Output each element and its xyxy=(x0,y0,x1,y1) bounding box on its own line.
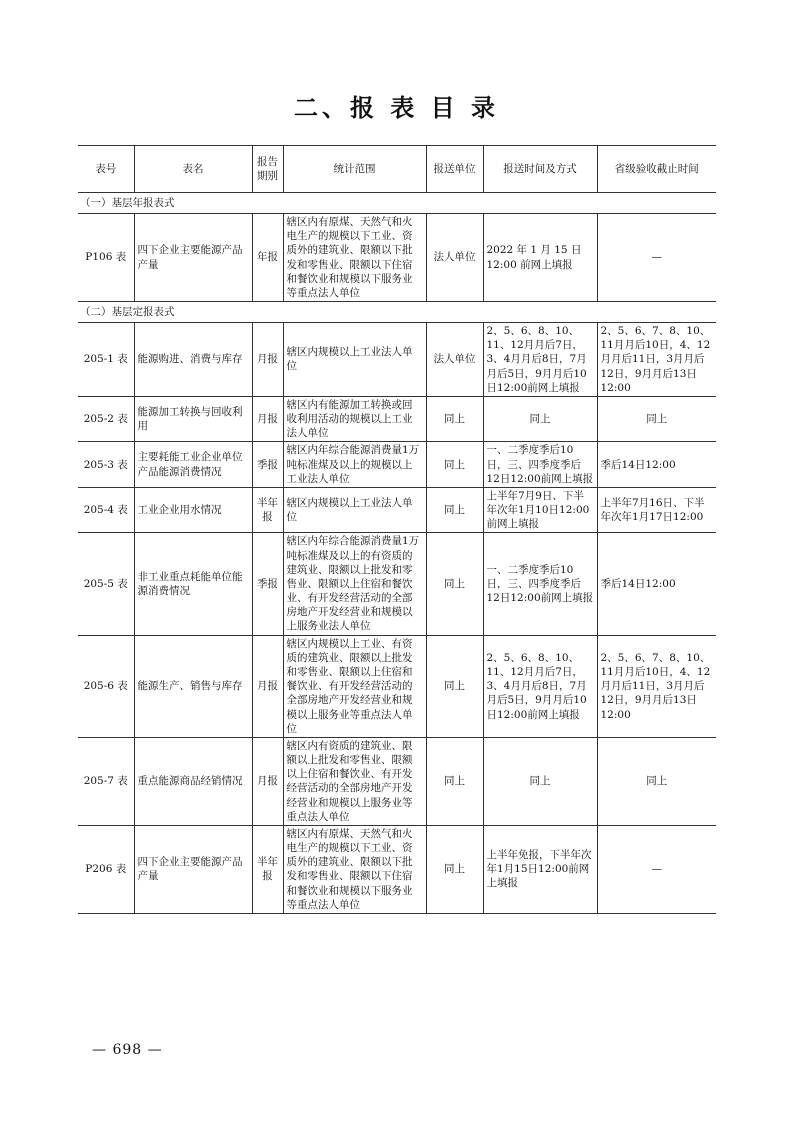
cell-unit: 法人单位 xyxy=(426,214,483,302)
header-code: 表号 xyxy=(78,146,134,193)
cell-deadline: — xyxy=(597,214,716,302)
table-header-row xyxy=(78,146,716,193)
cell-scope: 辖区内规模以上工业法人单位 xyxy=(283,323,426,397)
page-number: — 698 — xyxy=(92,1042,163,1058)
cell-deadline: 同上 xyxy=(597,737,716,825)
cell-time: 一、二季度季后10日，三、四季度季后12日12:00前网上填报 xyxy=(483,533,597,635)
cell-deadline: 2、5、6、7、8、10、11月月后10日，4、12月月后11日，3月月后12日，9月月后13日12:00 xyxy=(597,323,716,397)
cell-period: 年报 xyxy=(252,214,283,302)
cell-code: 205-6 表 xyxy=(78,635,134,737)
cell-deadline: 上半年7月16日、下半年次年1月17日12:00 xyxy=(597,487,716,533)
cell-period: 半年报 xyxy=(252,487,283,533)
section-title: （一）基层年报表式 xyxy=(78,193,716,214)
cell-unit: 同上 xyxy=(426,825,483,913)
section-title: （二）基层定报表式 xyxy=(78,302,716,323)
report-catalog-table xyxy=(78,145,716,914)
cell-deadline: 2、5、6、7、8、10、11月月后10日，4、12月月后11日，3月月后12日，9月月后13日12:00 xyxy=(597,635,716,737)
cell-period: 半年报 xyxy=(252,825,283,913)
cell-scope: 辖区内有能源加工转换或回收利用活动的规模以上工业法人单位 xyxy=(283,396,426,442)
cell-time: 同上 xyxy=(483,396,597,442)
cell-name: 四下企业主要能源产品产量 xyxy=(134,825,252,913)
section-row xyxy=(78,193,716,214)
cell-code: 205-1 表 xyxy=(78,323,134,397)
cell-name: 四下企业主要能源产品产量 xyxy=(134,214,252,302)
cell-code: 205-2 表 xyxy=(78,396,134,442)
cell-name: 能源购进、消费与库存 xyxy=(134,323,252,397)
cell-period: 月报 xyxy=(252,635,283,737)
table-row xyxy=(78,825,716,913)
cell-period: 季报 xyxy=(252,533,283,635)
cell-scope: 辖区内有原煤、天然气和火电生产的规模以下工业、资质外的建筑业、限额以下批发和零售业、限额以下住宿和餐饮业和规模以下服务业等重点法人单位 xyxy=(283,214,426,302)
cell-deadline: 季后14日12:00 xyxy=(597,442,716,488)
cell-code: 205-3 表 xyxy=(78,442,134,488)
header-name: 表名 xyxy=(134,146,252,193)
cell-unit: 法人单位 xyxy=(426,323,483,397)
cell-code: 205-5 表 xyxy=(78,533,134,635)
cell-time: 一、二季度季后10日，三、四季度季后12日12:00前网上填报 xyxy=(483,442,597,488)
header-deadline: 省级验收截止时间 xyxy=(597,146,716,193)
cell-scope: 辖区内规模以上工业、有资质的建筑业、限额以上批发和零售业、限额以上住宿和餐饮业、有开发经营活动的全部房地产开发经营业和规模以上服务业等重点法人单位 xyxy=(283,635,426,737)
cell-time: 同上 xyxy=(483,737,597,825)
cell-period: 季报 xyxy=(252,442,283,488)
header-period: 报告期别 xyxy=(252,146,283,193)
cell-code: 205-7 表 xyxy=(78,737,134,825)
cell-time: 2、5、6、8、10、11、12月月后7日，3、4月月后8日，7月月后5日，9月月后10日12:00前网上填报 xyxy=(483,323,597,397)
cell-name: 能源生产、销售与库存 xyxy=(134,635,252,737)
cell-scope: 辖区内规模以上工业法人单位 xyxy=(283,487,426,533)
cell-period: 月报 xyxy=(252,396,283,442)
table-row xyxy=(78,442,716,488)
cell-code: 205-4 表 xyxy=(78,487,134,533)
cell-deadline: — xyxy=(597,825,716,913)
cell-code: P206 表 xyxy=(78,825,134,913)
cell-deadline: 季后14日12:00 xyxy=(597,533,716,635)
cell-time: 上半年7月9日、下半年次年1月10日12:00前网上填报 xyxy=(483,487,597,533)
cell-time: 2、5、6、8、10、11、12月月后7日，3、4月月后8日，7月月后5日，9月月后10日12:00前网上填报 xyxy=(483,635,597,737)
header-scope: 统计范围 xyxy=(283,146,426,193)
cell-unit: 同上 xyxy=(426,737,483,825)
table-row xyxy=(78,214,716,302)
section-row xyxy=(78,302,716,323)
cell-name: 非工业重点耗能单位能源消费情况 xyxy=(134,533,252,635)
cell-period: 月报 xyxy=(252,737,283,825)
table-row xyxy=(78,737,716,825)
cell-period: 月报 xyxy=(252,323,283,397)
cell-time: 2022 年 1 月 15 日 12:00 前网上填报 xyxy=(483,214,597,302)
cell-unit: 同上 xyxy=(426,396,483,442)
cell-unit: 同上 xyxy=(426,533,483,635)
cell-unit: 同上 xyxy=(426,442,483,488)
cell-scope: 辖区内年综合能源消费量1万吨标准煤及以上的规模以上工业法人单位 xyxy=(283,442,426,488)
table-row xyxy=(78,396,716,442)
cell-scope: 辖区内年综合能源消费量1万吨标准煤及以上的有资质的建筑业、限额以上批发和零售业、限额以上住宿和餐饮业、有开发经营活动的全部房地产开发经营业和规模以上服务业法人单位 xyxy=(283,533,426,635)
cell-unit: 同上 xyxy=(426,635,483,737)
table-row xyxy=(78,323,716,397)
cell-scope: 辖区内有原煤、天然气和火电生产的规模以下工业、资质外的建筑业、限额以下批发和零售业、限额以下住宿和餐饮业和规模以下服务业等重点法人单位 xyxy=(283,825,426,913)
cell-name: 能源加工转换与回收利用 xyxy=(134,396,252,442)
cell-name: 重点能源商品经销情况 xyxy=(134,737,252,825)
table-row xyxy=(78,487,716,533)
page-title: 二、报 表 目 录 xyxy=(293,94,500,122)
cell-name: 工业企业用水情况 xyxy=(134,487,252,533)
header-time: 报送时间及方式 xyxy=(483,146,597,193)
cell-deadline: 同上 xyxy=(597,396,716,442)
cell-unit: 同上 xyxy=(426,487,483,533)
cell-code: P106 表 xyxy=(78,214,134,302)
table-row xyxy=(78,533,716,635)
cell-time: 上半年免报，下半年次年1月15日12:00前网上填报 xyxy=(483,825,597,913)
cell-scope: 辖区内有资质的建筑业、限额以上批发和零售业、限额以上住宿和餐饮业、有开发经营活动的全部房地产开发经营业和规模以上服务业等重点法人单位 xyxy=(283,737,426,825)
header-unit: 报送单位 xyxy=(426,146,483,193)
cell-name: 主要耗能工业企业单位产品能源消费情况 xyxy=(134,442,252,488)
table-row xyxy=(78,635,716,737)
